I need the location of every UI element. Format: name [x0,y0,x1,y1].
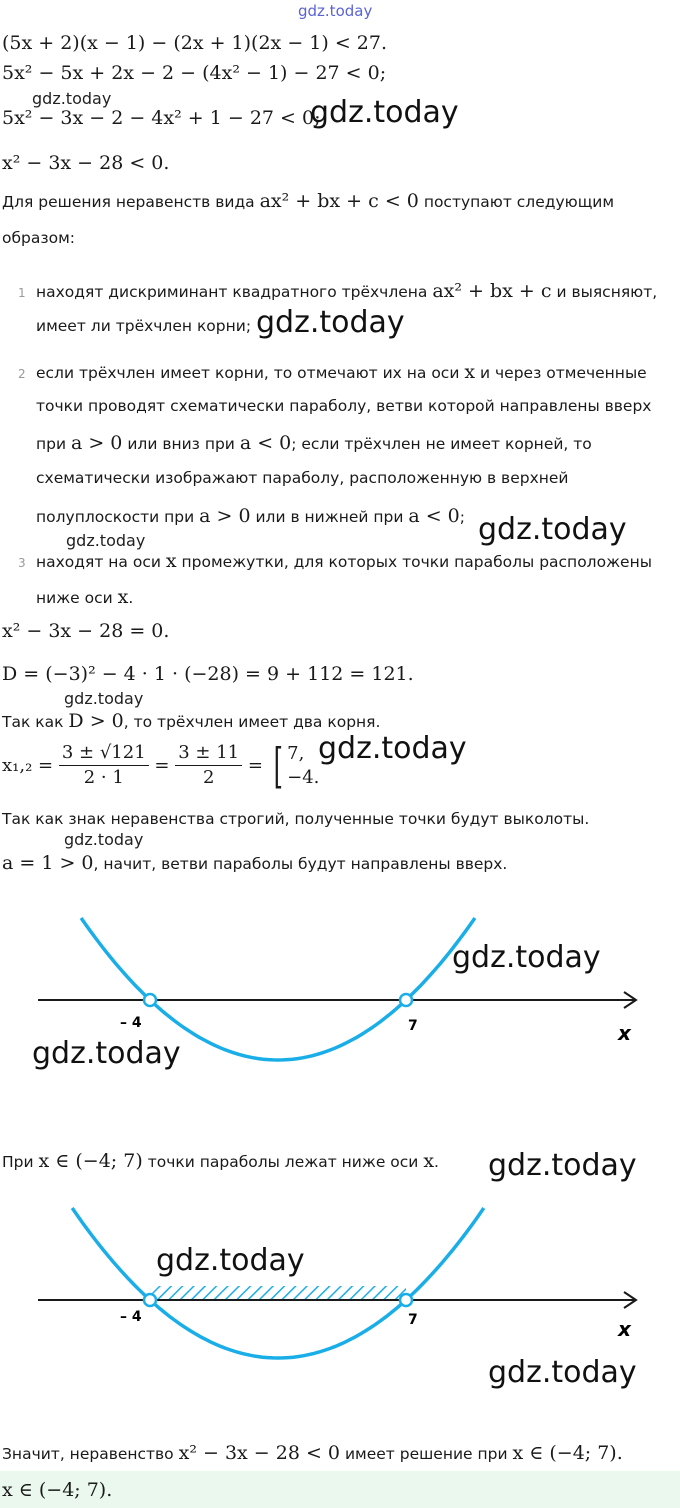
step-2-line-2: точки проводят схематически параболу, ветви которой направлены вверх [36,397,652,415]
step-3-line-1: находят на оси x промежутки, для которых точки параболы расположены [36,550,652,572]
final-line: Значит, неравенство x² − 3x − 28 < 0 имеет решение при x ∈ (−4; 7). [2,1442,623,1464]
watermark: gdz.today [452,940,601,975]
parabola-curve [72,1208,484,1358]
watermark: gdz.today [32,1036,181,1071]
watermark: gdz.today [488,1355,637,1390]
watermark: gdz.today [310,95,459,130]
root-point-right [400,1294,412,1306]
watermark: gdz.today [64,830,144,849]
step-1-line-2: имеет ли трёхчлен корни; [36,317,252,335]
root-label-left: – 4 [120,1309,142,1325]
watermark: gdz.today [156,1243,305,1278]
parabola-graph-shaded [0,1196,680,1376]
interval-shading [150,1286,406,1300]
watermark: gdz.today [66,531,146,550]
root-label-right: 7 [408,1018,418,1034]
roots-formula: x₁,₂ = $\frac{3 \pm √121}{2 \cdot 1}$ = $\frac{3 \pm 11}{2}$ = [ 7, −4. [2,737,320,794]
axis-label: x [618,1317,631,1341]
step-2-line-3: при a > 0 или вниз при a < 0; если трёхчлен не имеет корней, то [36,432,592,454]
step-2-line-5: полуплоскости при a > 0 или в нижней при a < 0; [36,505,466,527]
root-label-right: 7 [408,1312,418,1328]
watermark: gdz.today [478,512,627,547]
root-point-left [144,994,156,1006]
step-number: 1 [18,286,26,300]
interval-line: При x ∈ (−4; 7) точки параболы лежат ниже оси x. [2,1150,439,1172]
step-2-line-1: если трёхчлен имеет корни, то отмечают их на оси x и через отмеченные [36,361,647,383]
two-roots-line: Так как D > 0, то трёхчлен имеет два корня. [2,710,381,732]
watermark: gdz.today [256,305,405,340]
equation-1: (5x + 2)(x − 1) − (2x + 1)(2x − 1) < 27. [2,32,387,54]
root-point-left [144,1294,156,1306]
step-number: 2 [18,367,26,381]
watermark: gdz.today [32,89,112,108]
step-3-line-2: ниже оси x. [36,586,134,608]
root-label-left: – 4 [120,1015,142,1031]
step-1-line-1: находят дискриминант квадратного трёхчлена ax² + bx + c и выясняют, [36,280,658,302]
watermark: gdz.today [318,731,467,766]
method-intro: Для решения неравенств вида ax² + bx + c < 0 поступают следующим [2,190,615,212]
answer-text: x ∈ (−4; 7). [2,1479,113,1501]
watermark: gdz.today [64,689,144,708]
equation-3: 5x² − 3x − 2 − 4x² + 1 − 27 < 0; [2,107,321,129]
equation-5: x² − 3x − 28 = 0. [2,620,170,642]
strict-sign-line: Так как знак неравенства строгий, полученные точки будут выколоты. [2,810,590,828]
axis-label: x [618,1021,631,1045]
step-number: 3 [18,556,26,570]
equation-2: 5x² − 5x + 2x − 2 − (4x² − 1) − 27 < 0; [2,62,387,84]
answer-box [0,1471,680,1508]
step-2-line-4: схематически изображают параболу, расположенную в верхней [36,469,569,487]
method-intro-cont: образом: [2,229,76,247]
branches-line: a = 1 > 0, начит, ветви параболы будут направлены вверх. [2,852,508,874]
watermark: gdz.today [488,1148,637,1183]
root-point-right [400,994,412,1006]
equation-4: x² − 3x − 28 < 0. [2,152,170,174]
watermark-top: gdz.today [298,2,373,20]
discriminant: D = (−3)² − 4 · 1 · (−28) = 9 + 112 = 121. [2,663,414,685]
